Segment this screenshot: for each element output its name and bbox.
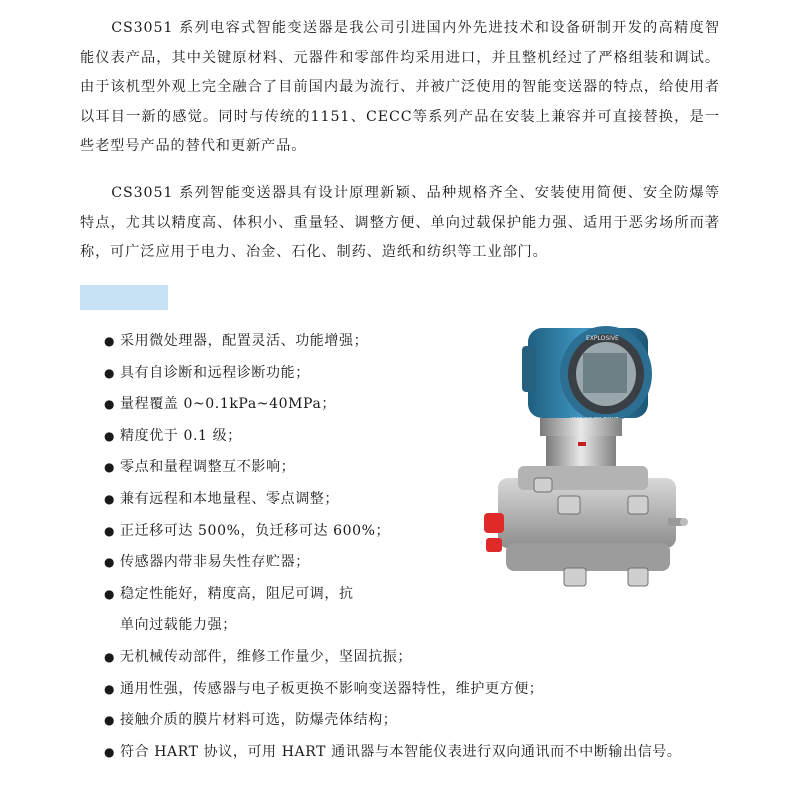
bullet-icon: ● xyxy=(104,365,116,380)
bullet-icon: ● xyxy=(104,334,116,348)
feature-item xyxy=(104,610,682,642)
bullet-icon: ● xyxy=(104,649,116,664)
feature-text: 稳定性能好，精度高，阻尼可调，抗 xyxy=(120,585,354,602)
feature-text: 采用微处理器，配置灵活、功能增强； xyxy=(120,333,369,349)
feature-item xyxy=(104,674,682,706)
bullet-icon: ● xyxy=(104,460,116,475)
bullet-icon: ● xyxy=(104,428,116,443)
feature-item xyxy=(104,705,682,737)
bullet-icon: ● xyxy=(104,491,116,506)
feature-text: 正迁移可达 500%，负迁移可达 600%； xyxy=(120,522,391,539)
feature-text: 接触介质的膜片材料可选，防爆壳体结构； xyxy=(120,712,398,729)
feature-item xyxy=(104,737,682,769)
feature-text: 量程覆盖 0~0.1kPa~40MPa； xyxy=(120,396,336,413)
bullet-icon: ● xyxy=(104,586,116,601)
bullet-icon: ● xyxy=(104,713,116,728)
feature-text: 通用性强，传感器与电子板更换不影响变送器特性，维护更方便； xyxy=(120,680,544,697)
feature-text: 传感器内带非易失性存贮器； xyxy=(120,554,310,571)
feature-text: 精度优于 0.1 级； xyxy=(120,427,242,444)
bullet-icon: ● xyxy=(104,744,116,759)
pressure-transmitter-photo xyxy=(478,318,700,600)
intro-paragraph-2: CS3051 系列智能变送器具有设计原理新颖、品种规格齐全、安装使用简便、安全防爆等特点，尤其以精度高、体积小、重量轻、调整方便、单向过载保护能力强、适用于恶劣场所而著称，可广泛应用于电力、冶金、石化、制药、造纸和纺织等工业部门。 xyxy=(80,185,720,260)
feature-text: 具有自诊断和远程诊断功能； xyxy=(120,364,310,381)
feature-text: 符合 HART 协议，可用 HART 通讯器与本智能仪表进行双向通讯而不中断输出信号。 xyxy=(120,743,682,760)
feature-text: 无机械传动部件，维修工作量少，坚固抗振； xyxy=(120,648,412,665)
feature-text: 单向过载能力强； xyxy=(120,617,237,634)
feature-text: 兼有远程和本地量程、零点调整； xyxy=(120,490,339,507)
intro-paragraph-1: CS3051 系列电容式智能变送器是我公司引进国内外先进技术和设备研制开发的高精度智能仪表产品，其中关键原材料、元器件和零部件均采用进口，并且整机经过了严格组装和调试。由于该机型外观上完全融合了目前国内最为流行、并被广泛使用的智能变送器的特点，给使用者以耳目一新的感觉。同时与传统的1151、CECC等系列产品在安装上兼容并可直接替换，是一些老型号产品的替代和更新产品。 xyxy=(80,20,720,154)
bullet-icon: ● xyxy=(104,397,116,412)
bullet-icon: ● xyxy=(104,523,116,538)
feature-text: 零点和量程调整互不影响； xyxy=(120,459,296,476)
bullet-icon: ● xyxy=(104,681,116,696)
housing-label-top: EXPLOSIVE xyxy=(586,335,619,342)
feature-item xyxy=(104,642,682,674)
section-heading-box xyxy=(80,285,168,310)
bullet-icon: ● xyxy=(104,555,116,570)
